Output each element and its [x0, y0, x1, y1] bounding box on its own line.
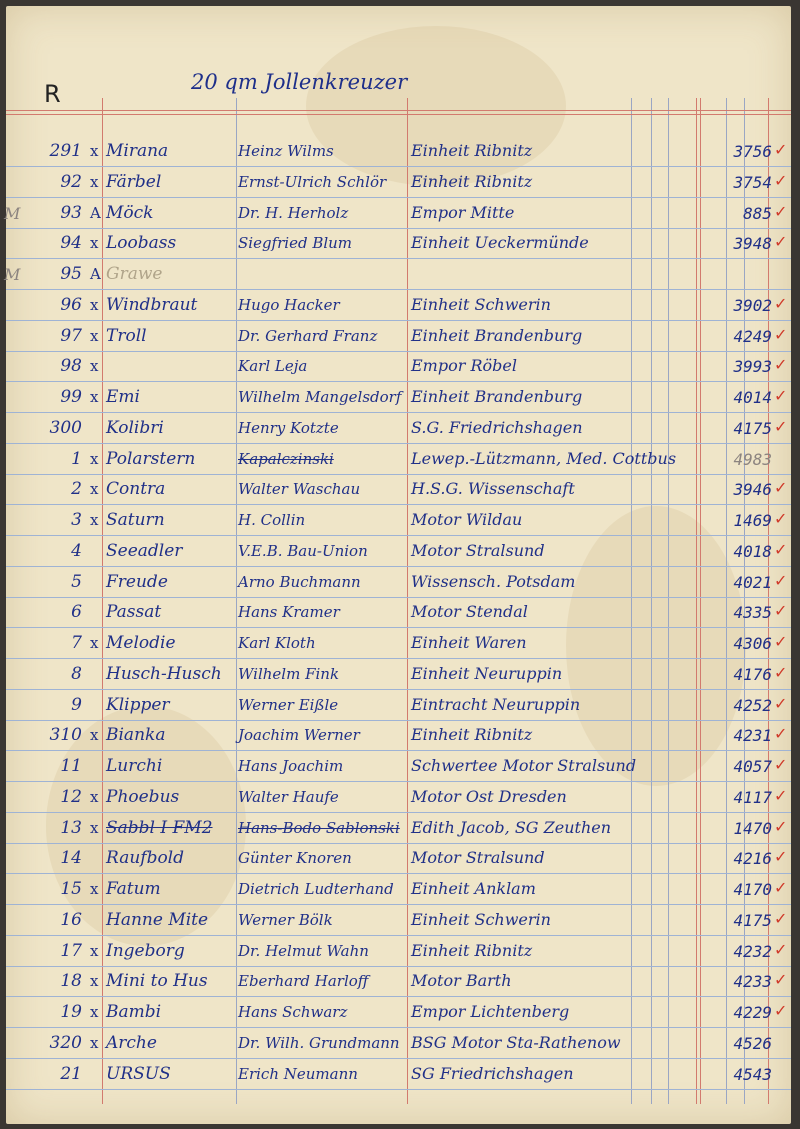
row-number: 96: [60, 294, 82, 315]
row-mark: x: [90, 1033, 99, 1052]
table-row: [6, 597, 791, 628]
row-mark: x: [90, 972, 99, 991]
sail-number: 3756: [733, 142, 772, 161]
row-mark: x: [90, 234, 99, 253]
row-number: 4: [71, 540, 82, 561]
row-number: 2: [71, 479, 82, 500]
owner-name: Kapalczinski: [238, 449, 334, 468]
table-row: [6, 936, 791, 967]
club-name: Einheit Brandenburg: [411, 387, 583, 406]
boat-name: Lurchi: [106, 756, 163, 776]
row-mark: x: [90, 449, 99, 468]
sail-number: 3902: [733, 295, 772, 315]
table-row: [6, 874, 791, 905]
sail-number: 4231: [733, 726, 772, 746]
table-row: [6, 782, 791, 813]
row-number: 12: [60, 786, 82, 807]
boat-name: Loobass: [106, 233, 177, 254]
sail-number: 4018: [733, 541, 772, 561]
table-row: [6, 474, 791, 505]
check-mark: ✓: [774, 416, 788, 436]
check-mark: ✓: [774, 539, 788, 559]
club-name: Einheit Ribnitz: [411, 141, 533, 160]
boat-name: Freude: [106, 571, 168, 592]
table-row: [6, 167, 791, 198]
club-name: Motor Stendal: [411, 602, 528, 622]
boat-name: Husch-Husch: [106, 663, 222, 684]
table-row: [6, 751, 791, 782]
owner-name: Karl Kloth: [238, 634, 316, 652]
sail-number: 4176: [733, 664, 772, 684]
boat-name: Kolibri: [106, 417, 164, 438]
club-name: Einheit Waren: [411, 633, 527, 652]
table-row: [6, 659, 791, 690]
club-name: Edith Jacob, SG Zeuthen: [411, 817, 612, 837]
owner-name: Dr. H. Herholz: [238, 203, 349, 222]
check-mark: ✓: [774, 509, 788, 528]
row-number: 9: [71, 694, 82, 715]
table-row: [6, 567, 791, 598]
row-mark: x: [90, 787, 99, 806]
boat-name: Troll: [106, 325, 147, 346]
row-mark: x: [90, 726, 99, 745]
row-number: 310: [49, 725, 82, 746]
row-mark: A: [90, 265, 101, 283]
row-number: 291: [49, 141, 82, 161]
check-mark: ✓: [774, 724, 788, 744]
row-mark: x: [90, 295, 99, 314]
owner-name: Arno Buchmann: [238, 572, 361, 591]
row-mark: x: [90, 172, 99, 191]
check-mark: ✓: [774, 355, 788, 375]
owner-name: Heinz Wilms: [238, 142, 334, 160]
sail-number: 4175: [733, 418, 772, 438]
boat-name: Mini to Hus: [106, 971, 208, 992]
boat-name: Möck: [106, 202, 154, 223]
check-mark: ✓: [774, 908, 788, 928]
page-heading: 20 qm Jollenkreuzer: [191, 70, 408, 94]
club-name: Einheit Ribnitz: [411, 171, 533, 191]
row-number: 11: [60, 756, 82, 776]
club-name: Einheit Brandenburg: [411, 325, 583, 345]
sail-number: 3993: [733, 357, 772, 377]
row-number: 21: [60, 1063, 82, 1084]
club-name: Einheit Schwerin: [411, 909, 551, 929]
row-mark: x: [90, 941, 99, 960]
check-mark: ✓: [774, 785, 788, 805]
check-mark: ✓: [774, 201, 788, 221]
club-name: Einheit Ribnitz: [411, 940, 533, 960]
row-number: 94: [60, 233, 82, 254]
sail-number: 4252: [733, 695, 772, 715]
row-number: 99: [60, 387, 82, 407]
table-row: [6, 690, 791, 721]
club-name: Wissensch. Potsdam: [411, 571, 576, 591]
boat-name: Färbel: [106, 171, 162, 192]
owner-name: Hugo Hacker: [238, 295, 340, 314]
row-number: 16: [60, 909, 82, 930]
boat-name: Polarstern: [106, 448, 196, 469]
sail-number: 4335: [733, 603, 772, 623]
owner-name: Henry Kotzte: [238, 418, 339, 437]
club-name: Motor Stralsund: [411, 848, 545, 868]
check-mark: ✓: [774, 939, 788, 959]
sail-number: 885: [743, 203, 772, 223]
boat-name: Phoebus: [106, 786, 180, 807]
table-row: [6, 259, 791, 290]
club-name: Motor Barth: [411, 971, 512, 991]
row-number: 15: [60, 879, 82, 899]
owner-name: Joachim Werner: [238, 726, 360, 745]
owner-name: Eberhard Harloff: [238, 972, 369, 991]
row-margin-note: M: [4, 203, 21, 223]
table-row: [6, 228, 791, 259]
table-row: [6, 997, 791, 1028]
sail-number: 4233: [733, 972, 772, 992]
ledger-page: [6, 6, 791, 1124]
row-number: 95: [60, 264, 82, 284]
sail-number: 4216: [733, 849, 772, 869]
sail-number: 4057: [733, 757, 772, 776]
club-name: Einheit Ribnitz: [411, 725, 533, 745]
owner-name: Werner Bölk: [238, 910, 333, 929]
row-number: 300: [49, 417, 82, 438]
boat-name: Arche: [106, 1032, 157, 1053]
check-mark: ✓: [774, 140, 788, 159]
row-mark: x: [90, 326, 99, 345]
sail-number: 4983: [733, 449, 772, 469]
table-row: [6, 1028, 791, 1059]
boat-name: URSUS: [106, 1063, 171, 1084]
club-name: Empor Röbel: [411, 356, 517, 376]
owner-name: Hans-Bodo Sablonski: [238, 818, 400, 837]
boat-name: Ingeborg: [106, 940, 185, 961]
check-mark: ✓: [774, 878, 788, 897]
row-number: 6: [71, 602, 82, 623]
table-row: [6, 444, 791, 475]
row-number: 320: [49, 1032, 82, 1053]
table-row: [6, 720, 791, 751]
boat-name: Windbraut: [106, 294, 198, 315]
row-number: 14: [60, 848, 82, 869]
owner-name: Siegfried Blum: [238, 234, 353, 253]
row-mark: x: [90, 357, 99, 376]
club-name: Einheit Anklam: [411, 879, 536, 898]
check-mark: ✓: [774, 601, 788, 621]
club-name: Einheit Schwerin: [411, 294, 551, 314]
check-mark: ✓: [774, 662, 788, 682]
table-row: [6, 290, 791, 321]
row-mark: x: [90, 1003, 99, 1021]
check-mark: ✓: [774, 170, 788, 190]
owner-name: Ernst-Ulrich Schlör: [238, 172, 387, 191]
row-number: 19: [60, 1002, 82, 1022]
club-name: Einheit Ueckermünde: [411, 233, 589, 253]
boat-name: Saturn: [106, 510, 165, 530]
table-row: [6, 198, 791, 229]
sail-number: 4170: [733, 880, 772, 899]
check-mark: ✓: [774, 693, 788, 713]
table-row: [6, 351, 791, 382]
club-name: BSG Motor Sta-Rathenow: [411, 1032, 621, 1052]
sail-number: 3754: [733, 172, 772, 192]
check-mark: ✓: [774, 293, 788, 313]
sail-number: 4175: [733, 910, 772, 930]
club-name: S.G. Friedrichshagen: [411, 417, 583, 437]
table-row: [6, 966, 791, 997]
boat-name: Raufbold: [106, 848, 185, 869]
row-mark: x: [90, 480, 99, 499]
boat-name: Passat: [106, 602, 162, 623]
check-mark: ✓: [774, 632, 788, 651]
boat-name: Melodie: [106, 633, 176, 653]
owner-name: H. Collin: [238, 511, 306, 529]
owner-name: Dr. Helmut Wahn: [238, 941, 369, 960]
sail-number: 3946: [733, 480, 772, 500]
table-row: [6, 382, 791, 413]
sail-number: 4229: [733, 1003, 772, 1022]
sail-number: 1470: [733, 818, 772, 838]
row-number: 18: [60, 971, 82, 992]
club-name: Empor Lichtenberg: [411, 1002, 570, 1021]
boat-name: Fatum: [106, 879, 161, 899]
row-number: 98: [60, 356, 82, 377]
owner-name: Dr. Gerhard Franz: [238, 326, 378, 345]
sail-number: 4117: [733, 787, 772, 807]
check-mark: ✓: [774, 232, 788, 252]
header-rule: [6, 114, 791, 115]
row-number: 93: [60, 202, 82, 223]
table-row: [6, 413, 791, 444]
club-name: Lewep.-Lützmann, Med. Cottbus: [411, 448, 677, 468]
club-name: Schwertee Motor Stralsund: [411, 756, 637, 775]
table-row: [6, 905, 791, 936]
table-row: [6, 321, 791, 352]
owner-name: V.E.B. Bau-Union: [238, 541, 368, 560]
check-mark: ✓: [774, 970, 788, 990]
table-row: [6, 536, 791, 567]
row-margin-note: M: [4, 265, 21, 284]
boat-name: Contra: [106, 479, 166, 500]
check-mark: ✓: [774, 386, 788, 405]
sail-number: 4021: [733, 572, 772, 592]
club-name: Motor Wildau: [411, 510, 523, 529]
owner-name: Werner Eißle: [238, 695, 339, 714]
row-number: 13: [60, 817, 82, 838]
table-row: [6, 813, 791, 844]
table-row: [6, 628, 791, 659]
club-name: H.S.G. Wissenschaft: [411, 479, 575, 499]
row-mark: x: [90, 818, 99, 837]
check-mark: ✓: [774, 1001, 788, 1020]
row-mark: x: [90, 142, 99, 160]
owner-name: Walter Waschau: [238, 480, 361, 499]
boat-name: Bambi: [106, 1002, 162, 1022]
row-number: 1: [71, 448, 82, 469]
table-row: [6, 505, 791, 536]
table-row: [6, 136, 791, 167]
sail-number: 3948: [733, 234, 772, 254]
row-mark: x: [90, 634, 99, 652]
boat-name: Grawe: [106, 264, 163, 284]
owner-name: Wilhelm Fink: [238, 664, 340, 683]
row-number: 3: [71, 510, 82, 530]
boat-name: Sabbl I FM2: [106, 817, 213, 838]
owner-name: Wilhelm Mangelsdorf: [238, 388, 402, 406]
boat-name: Klipper: [106, 694, 170, 715]
club-name: Eintracht Neuruppin: [411, 694, 581, 714]
row-mark: x: [90, 511, 99, 529]
club-name: SG Friedrichshagen: [411, 1063, 574, 1083]
sail-number: 4543: [733, 1064, 772, 1084]
table-row: [6, 843, 791, 874]
owner-name: Erich Neumann: [238, 1064, 358, 1083]
owner-name: Karl Leja: [238, 357, 308, 376]
header-rule: [6, 110, 791, 111]
row-number: 97: [60, 325, 82, 346]
row-rule: [6, 1089, 791, 1090]
sail-number: 4306: [733, 634, 772, 653]
owner-name: Dietrich Ludterhand: [238, 880, 394, 898]
table-row: [6, 1059, 791, 1090]
row-number: 7: [71, 633, 82, 653]
club-name: Einheit Neuruppin: [411, 663, 563, 683]
corner-label: R: [44, 80, 61, 108]
club-name: Empor Mitte: [411, 202, 515, 222]
sail-number: 1469: [733, 511, 772, 530]
check-mark: ✓: [774, 478, 788, 498]
check-mark: ✓: [774, 755, 788, 774]
owner-name: Walter Haufe: [238, 787, 339, 806]
boat-name: Bianka: [106, 725, 166, 746]
check-mark: ✓: [774, 570, 788, 590]
owner-name: Dr. Wilh. Grundmann: [238, 1033, 400, 1052]
sail-number: 4232: [733, 941, 772, 961]
boat-name: Mirana: [106, 141, 169, 161]
check-mark: ✓: [774, 324, 788, 344]
row-number: 17: [60, 940, 82, 961]
boat-name: Seeadler: [106, 540, 183, 561]
owner-name: Hans Schwarz: [238, 1003, 348, 1021]
row-number: 5: [71, 571, 82, 592]
club-name: Motor Ost Dresden: [411, 786, 567, 806]
owner-name: Hans Kramer: [238, 603, 340, 622]
club-name: Motor Stralsund: [411, 540, 545, 560]
row-mark: x: [90, 880, 99, 898]
sail-number: 4014: [733, 388, 772, 407]
row-mark: A: [90, 203, 101, 222]
row-mark: x: [90, 388, 99, 406]
row-number: 8: [71, 663, 82, 684]
boat-name: Hanne Mite: [106, 909, 209, 930]
owner-name: Günter Knoren: [238, 849, 352, 868]
owner-name: Hans Joachim: [238, 757, 344, 775]
sail-number: 4249: [733, 326, 772, 346]
boat-name: Emi: [106, 387, 140, 407]
check-mark: ✓: [774, 816, 788, 836]
check-mark: ✓: [774, 847, 788, 867]
row-number: 92: [60, 171, 82, 192]
sail-number: 4526: [733, 1033, 772, 1053]
